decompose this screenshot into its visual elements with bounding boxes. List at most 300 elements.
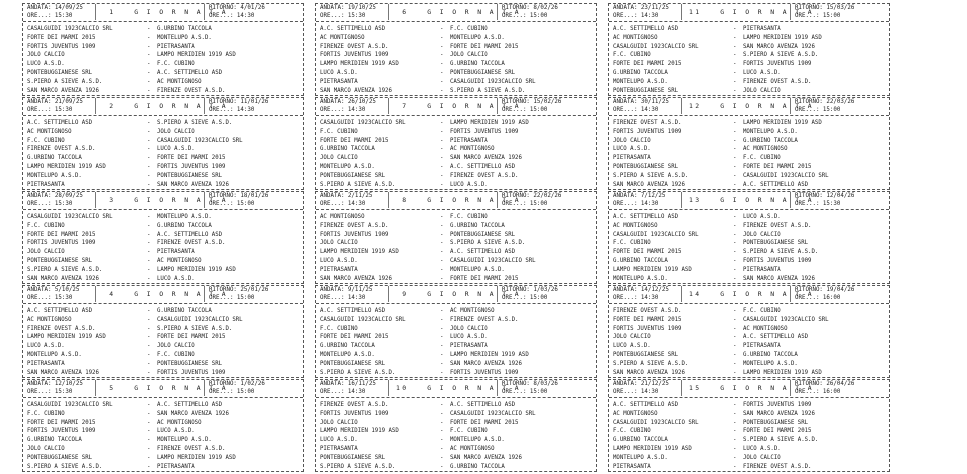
away-team: G.URBINO TACCOLA [743,137,798,144]
giornata-label: 3 G I O R N A T A [103,196,228,204]
match-dash: - [440,463,444,470]
home-team: PONTEBUGGIANESE SRL [27,257,93,264]
match-dash: - [440,454,444,461]
match-dash: - [147,334,151,341]
matchday-header [609,4,889,22]
away-team: FORTE DEI MARMI 2015 [450,43,519,50]
match-dash: - [147,120,151,126]
away-team: PONTEBUGGIANESE SRL [743,240,809,247]
matchday-header [316,380,596,398]
away-team: FORTIS JUVENTUS 1909 [743,402,812,408]
away-team: PIETRASANTA [450,343,488,350]
match-dash: - [147,308,151,314]
match-dash: - [733,410,737,417]
away-team: FORTIS JUVENTUS 1909 [743,61,812,68]
home-team: LAMPO MERIDIEN 1919 ASD [613,266,692,273]
match-dash: - [440,34,444,41]
match-dash: - [440,308,444,314]
match-row [27,213,299,222]
home-team: A.C. SETTIMELLO ASD [320,308,386,314]
away-team: PIETRASANTA [157,249,195,256]
match-row [320,275,592,284]
home-team: A.C. SETTIMELLO ASD [27,308,93,314]
away-team: PONTEBUGGIANESE SRL [450,69,516,76]
home-team: S.PIERO A SIEVE A.S.D. [320,181,396,188]
away-team: LAMPO MERIDIEN 1919 ASD [743,34,822,41]
home-team: SAN MARCO AVENZA 1926 [613,181,685,188]
home-team: JOLO CALCIO [320,155,358,162]
away-team: G.URBINO TACCOLA [157,308,212,314]
matchday-block [608,191,890,284]
away-team: MONTELUPO A.S.D. [450,437,505,444]
ritorno-time: ORE...: 15:00 [795,106,841,113]
header-divider [204,4,205,20]
match-dash: - [440,240,444,247]
andata-date: ANDATA: 23/11/25 [613,5,669,11]
andata-date: ANDATA: 5/10/25 [27,287,80,293]
home-team: LUCO A.S.D. [320,69,358,76]
match-dash: - [733,325,737,332]
match-dash: - [147,275,151,282]
andata-date: ANDATA: 2/11/25 [320,193,373,199]
match-row [320,137,592,146]
match-row [320,145,592,154]
home-team: PONTEBUGGIANESE SRL [27,454,93,461]
away-team: FIRENZE OVEST A.S.D. [157,445,226,452]
match-dash: - [440,360,444,367]
away-team: MONTELUPO A.S.D. [157,214,212,220]
home-team: FORTE DEI MARMI 2015 [320,137,389,144]
away-team: MONTELUPO A.S.D. [743,128,798,135]
match-row [320,463,592,472]
away-team: F.C. CUBINO [450,214,488,220]
home-team: FIRENZE OVEST A.S.D. [613,120,682,126]
match-dash: - [440,445,444,452]
match-dash: - [147,325,151,332]
away-team: G.URBINO TACCOLA [450,222,505,229]
match-dash: - [733,43,737,50]
matchday-header [609,192,889,210]
match-dash: - [147,445,151,452]
matchday-header [609,286,889,304]
away-team: AC MONTIGNOSO [157,78,202,85]
away-team: PIETRASANTA [743,343,781,350]
ritorno-date: RITORNO: 22/02/26 [502,193,562,199]
andata-time: ORE...: 15:30 [27,200,73,207]
match-row [613,128,885,137]
match-row [320,436,592,445]
andata-date: ANDATA: 7/12/25 [613,193,666,199]
header-divider [790,192,791,208]
home-team: LAMPO MERIDIEN 1919 ASD [320,249,399,256]
home-team: PONTEBUGGIANESE SRL [613,351,679,358]
home-team: CASALGUIDI 1923CALCIO SRL [613,43,699,50]
andata-time: ORE...: 15:30 [27,12,73,19]
match-row [613,145,885,154]
home-team: LUCO A.S.D. [27,61,65,68]
home-team: FORTIS JUVENTUS 1909 [613,128,682,135]
home-team: FIRENZE OVEST A.S.D. [320,222,389,229]
match-dash: - [440,78,444,85]
home-team: AC MONTIGNOSO [613,34,658,41]
away-team: FIRENZE OVEST A.S.D. [743,222,812,229]
andata-date: ANDATA: 21/09/25 [27,99,83,105]
home-team: PIETRASANTA [320,266,358,273]
match-row [27,419,299,428]
home-team: FORTIS JUVENTUS 1909 [27,43,96,50]
home-team: FORTIS JUVENTUS 1909 [27,240,96,247]
match-row [27,163,299,172]
away-team: SAN MARCO AVENZA 1926 [450,360,522,367]
ritorno-date: RITORNO: 25/01/26 [209,287,269,293]
ritorno-date: RITORNO: 8/02/26 [502,5,558,11]
match-row [27,401,299,410]
match-row [320,445,592,454]
ritorno-time: ORE...: 15:00 [502,12,548,19]
match-dash: - [147,172,151,179]
header-divider [204,380,205,396]
away-team: G.URBINO TACCOLA [743,351,798,358]
matchday-block [608,3,890,96]
away-team: SAN MARCO AVENZA 1926 [743,43,815,50]
away-team: FIRENZE OVEST A.S.D. [157,240,226,247]
away-team: AC MONTIGNOSO [157,257,202,264]
match-row [320,369,592,378]
home-team: MONTELUPO A.S.D. [27,172,82,179]
matchday-block [315,97,597,190]
andata-date: ANDATA: 19/10/25 [320,5,376,11]
header-divider [790,98,791,114]
away-team: S.PIERO A SIEVE A.S.D. [157,120,233,126]
home-team: PONTEBUGGIANESE SRL [320,454,386,461]
matchday-header [23,286,303,304]
matchday-header [23,98,303,116]
match-dash: - [733,34,737,41]
match-row [27,333,299,342]
match-row [27,25,299,34]
match-row [613,34,885,43]
home-team: SAN MARCO AVENZA 1926 [27,369,99,376]
match-dash: - [440,249,444,256]
away-team: LAMPO MERIDIEN 1919 ASD [157,454,236,461]
andata-time: ORE...: 14:30 [320,200,366,207]
ritorno-time: ORE...: 15:00 [209,294,255,301]
match-row [613,172,885,181]
away-team: LUCO A.S.D. [157,428,195,435]
match-row [27,454,299,463]
home-team: FORTIS JUVENTUS 1909 [320,52,389,59]
match-dash: - [440,43,444,50]
away-team: S.PIERO A SIEVE A.S.D. [450,87,526,94]
away-team: G.URBINO TACCOLA [450,463,505,470]
match-row [613,351,885,360]
home-team: PIETRASANTA [27,181,65,188]
home-team: FIRENZE OVEST A.S.D. [27,325,96,332]
home-team: JOLO CALCIO [613,334,651,341]
match-row [613,248,885,257]
away-team: AC MONTIGNOSO [743,146,788,153]
match-dash: - [733,419,737,426]
away-team: LUCO A.S.D. [743,214,781,220]
match-row [320,181,592,190]
match-dash: - [440,275,444,282]
ritorno-date: RITORNO: 4/01/26 [209,5,265,11]
header-divider [95,380,96,396]
match-dash: - [733,266,737,273]
ritorno-time: ORE...: 15:30 [795,200,841,207]
home-team: A.C. SETTIMELLO ASD [613,26,679,32]
andata-time: ORE...: 14:30 [320,388,366,395]
home-team: LAMPO MERIDIEN 1919 ASD [320,428,399,435]
match-row [27,316,299,325]
ritorno-time: ORE...: 16:00 [795,294,841,301]
match-dash: - [733,316,737,323]
away-team: MONTELUPO A.S.D. [157,34,212,41]
home-team: S.PIERO A SIEVE A.S.D. [613,360,689,367]
match-row [320,316,592,325]
andata-date: ANDATA: 12/10/25 [27,381,83,387]
away-team: S.PIERO A SIEVE A.S.D. [450,240,526,247]
away-team: PONTEBUGGIANESE SRL [743,419,809,426]
home-team: FIRENZE OVEST A.S.D. [613,308,682,314]
ritorno-date: RITORNO: 15/03/26 [795,5,855,11]
match-dash: - [733,334,737,341]
header-divider [681,4,682,20]
home-team: AC MONTIGNOSO [613,410,658,417]
away-team: JOLO CALCIO [743,454,781,461]
away-team: FORTE DEI MARMI 2015 [450,275,519,282]
home-team: FORTE DEI MARMI 2015 [27,34,96,41]
match-dash: - [147,402,151,408]
home-team: LAMPO MERIDIEN 1919 ASD [320,61,399,68]
match-row [320,360,592,369]
match-row [27,119,299,128]
away-team: AC MONTIGNOSO [157,419,202,426]
andata-time: ORE...: 15:30 [27,388,73,395]
match-dash: - [440,437,444,444]
match-dash: - [440,266,444,273]
match-row [320,239,592,248]
home-team: PONTEBUGGIANESE SRL [27,69,93,76]
match-dash: - [733,172,737,179]
home-team: PIETRASANTA [320,78,358,85]
giornata-label: 11 G I O R N A T A [689,8,814,16]
match-row [613,427,885,436]
matchday-block [22,3,304,96]
home-team: F.C. CUBINO [613,240,651,247]
giornata-label: 5 G I O R N A T A [103,384,228,392]
away-team: F.C. CUBINO [743,308,781,314]
match-row [613,419,885,428]
fixture-sheet [22,3,882,471]
match-dash: - [147,163,151,170]
match-dash: - [147,61,151,68]
match-dash: - [733,454,737,461]
home-team: PIETRASANTA [27,360,65,367]
matchday-header [316,4,596,22]
match-dash: - [733,69,737,76]
home-team: FORTIS JUVENTUS 1909 [320,231,389,238]
home-team: G.URBINO TACCOLA [613,69,668,76]
away-team: S.PIERO A SIEVE A.S.D. [743,437,819,444]
header-divider [204,98,205,114]
ritorno-date: RITORNO: 22/03/26 [795,99,855,105]
match-row [320,333,592,342]
match-row [320,43,592,52]
match-row [320,419,592,428]
home-team: SAN MARCO AVENZA 1926 [27,87,99,94]
match-row [613,222,885,231]
giornata-label: 14 G I O R N A T A [689,290,814,298]
home-team: S.PIERO A SIEVE A.S.D. [613,172,689,179]
match-row [613,401,885,410]
match-row [320,222,592,231]
home-team: G.URBINO TACCOLA [613,437,668,444]
match-dash: - [440,257,444,264]
home-team: LAMPO MERIDIEN 1919 ASD [27,163,106,170]
away-team: MONTELUPO A.S.D. [450,34,505,41]
match-dash: - [733,257,737,264]
match-dash: - [147,369,151,376]
match-dash: - [440,214,444,220]
away-team: FORTE DEI MARMI 2015 [743,163,812,170]
matchday-header [23,380,303,398]
match-dash: - [147,155,151,162]
match-dash: - [440,69,444,76]
match-row [27,69,299,78]
match-row [613,436,885,445]
match-dash: - [147,351,151,358]
header-divider [790,4,791,20]
ritorno-date: RITORNO: 1/03/26 [502,287,558,293]
match-row [27,154,299,163]
match-dash: - [733,240,737,247]
andata-date: ANDATA: 14/09/25 [27,5,83,11]
home-team: AC MONTIGNOSO [27,316,72,323]
match-dash: - [733,120,737,126]
away-team: G.URBINO TACCOLA [450,61,505,68]
match-dash: - [440,155,444,162]
match-row [27,60,299,69]
home-team: G.URBINO TACCOLA [320,343,375,350]
away-team: A.C. SETTIMELLO ASD [743,334,809,341]
away-team: FORTIS JUVENTUS 1909 [157,163,226,170]
match-row [613,342,885,351]
match-row [320,154,592,163]
home-team: MONTELUPO A.S.D. [613,78,668,85]
away-team: A.C. SETTIMELLO ASD [157,402,223,408]
giornata-label: 7 G I O R N A T A [396,102,521,110]
ritorno-date: RITORNO: 18/01/26 [209,193,269,199]
home-team: PIETRASANTA [613,463,651,470]
away-team: F.C. CUBINO [157,61,195,68]
away-team: PIETRASANTA [743,26,781,32]
match-row [320,307,592,316]
match-dash: - [147,428,151,435]
header-divider [95,98,96,114]
header-divider [388,380,389,396]
home-team: G.URBINO TACCOLA [27,155,82,162]
match-dash: - [147,146,151,153]
header-divider [681,286,682,302]
andata-date: ANDATA: 30/11/25 [613,99,669,105]
match-row [320,128,592,137]
away-team: MONTELUPO A.S.D. [743,360,798,367]
away-team: A.C. SETTIMELLO ASD [450,249,516,256]
match-row [27,257,299,266]
matchday-block [22,285,304,378]
home-team: LUCO A.S.D. [613,343,651,350]
match-row [27,275,299,284]
home-team: F.C. CUBINO [613,428,651,435]
andata-time: ORE...: 14:30 [613,12,659,19]
match-dash: - [147,69,151,76]
away-team: JOLO CALCIO [157,128,195,135]
andata-time: ORE...: 15:30 [27,294,73,301]
match-dash: - [147,266,151,273]
match-row [613,231,885,240]
home-team: LUCO A.S.D. [613,146,651,153]
match-dash: - [440,163,444,170]
match-dash: - [733,402,737,408]
match-row [320,25,592,34]
matchday-block [22,191,304,284]
match-dash: - [733,369,737,376]
match-dash: - [147,34,151,41]
match-dash: - [147,463,151,470]
andata-date: ANDATA: 16/11/25 [320,381,376,387]
match-row [27,427,299,436]
andata-time: ORE...: 15:30 [320,12,366,19]
match-dash: - [733,445,737,452]
match-row [27,369,299,378]
match-row [27,239,299,248]
match-row [320,427,592,436]
away-team: S.PIERO A SIEVE A.S.D. [743,52,819,59]
andata-time: ORE...: 14:30 [613,388,659,395]
home-team: PONTEBUGGIANESE SRL [320,360,386,367]
away-team: LUCO A.S.D. [450,181,488,188]
match-row [613,213,885,222]
home-team: PONTEBUGGIANESE SRL [613,87,679,94]
away-team: FORTE DEI MARMI 2015 [157,155,226,162]
header-divider [497,192,498,208]
match-row [613,307,885,316]
header-divider [681,380,682,396]
match-row [27,307,299,316]
home-team: FIRENZE OVEST A.S.D. [27,146,96,153]
home-team: CASALGUIDI 1923CALCIO SRL [320,120,406,126]
match-dash: - [733,155,737,162]
away-team: LAMPO MERIDIEN 1919 ASD [157,52,236,59]
matchday-header [609,380,889,398]
home-team: CASALGUIDI 1923CALCIO SRL [613,419,699,426]
ritorno-date: RITORNO: 8/03/26 [502,381,558,387]
home-team: PONTEBUGGIANESE SRL [320,172,386,179]
match-row [27,342,299,351]
andata-date: ANDATA: 26/10/25 [320,99,376,105]
match-row [27,137,299,146]
away-team: LUCO A.S.D. [743,445,781,452]
home-team: AC MONTIGNOSO [613,222,658,229]
match-dash: - [733,463,737,470]
match-dash: - [440,351,444,358]
home-team: S.PIERO A SIEVE A.S.D. [27,266,103,273]
match-dash: - [440,181,444,188]
andata-time: ORE...: 14:30 [320,106,366,113]
away-team: FIRENZE OVEST A.S.D. [450,172,519,179]
match-dash: - [733,214,737,220]
